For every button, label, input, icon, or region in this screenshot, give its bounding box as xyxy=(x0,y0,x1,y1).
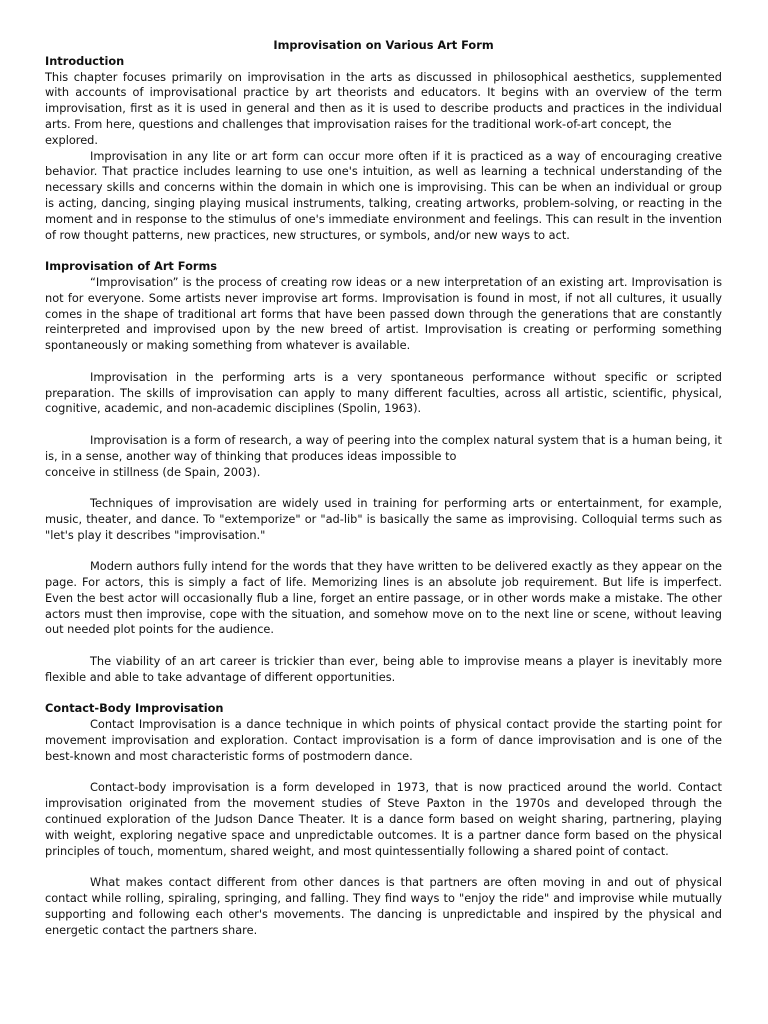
art-forms-paragraph-1: “Improvisation” is the process of creating row ideas or a new interpretation of an existing art. Improvisation is not for everyone. Some artists never improvise art forms. Improvisation is found in most, if not all cultures, it usually comes in the shape of traditional art forms that have been passed down through the generations that are constantly reinterpreted and improvised upon by the new breed of artist. Improvisation is creating or performing something spontaneously or making something from whatever is available. xyxy=(45,274,722,353)
intro-paragraph-1: This chapter focuses primarily on improvisation in the arts as discussed in philosophical aesthetics, supplemented with accounts of improvisational practice by art theorists and educators. It begins with an overview of the term improvisation, first as it is used in general and then as it is used to describe products and practices in the individual arts. From here, questions and challenges that improvisation raises for the traditional work-of-art concept, the xyxy=(45,69,722,131)
art-forms-paragraph-6: The viability of an art career is trickier than ever, being able to improvise means a player is inevitably more flexible and able to take advantage of different opportunities. xyxy=(45,654,722,684)
spacer xyxy=(45,480,722,496)
spacer xyxy=(45,243,722,259)
art-forms-paragraph-4: Techniques of improvisation are widely used in training for performing arts or entertainment, for example, music, theater, and dance. To "extemporize" or "ad-lib" is basically the same as improvising. Colloquial terms such as "let's play it describes "improvisation." xyxy=(45,496,722,542)
art-forms-paragraph-3-tail: conceive in stillness (de Spain, 2003). xyxy=(45,464,261,479)
spacer xyxy=(45,417,722,433)
heading-contact-body: Contact-Body Improvisation xyxy=(45,701,224,716)
spacer xyxy=(45,765,722,781)
spacer xyxy=(45,544,722,560)
contact-paragraph-3: What makes contact different from other dances is that partners are often moving in and out of physical contact while rolling, spiraling, springing, and falling. They find ways to "enjoy the ride" and improvise while mutually supporting and following each other's movements. The dancing is unpredictable and inspired by the physical and energetic contact the partners share. xyxy=(45,875,722,937)
contact-paragraph-1: Contact Improvisation is a dance technique in which points of physical contact provide the starting point for movement improvisation and exploration. Contact improvisation is a form of dance improvisation and is one of the best-known and most characteristic forms of postmodern dance. xyxy=(45,717,722,763)
heading-introduction: Introduction xyxy=(45,53,125,68)
document-title: Improvisation on Various Art Form xyxy=(273,38,494,52)
art-forms-paragraph-2: Improvisation in the performing arts is a very spontaneous performance without specific or scripted preparation. The skills of improvisation can apply to many different faculties, across all artistic, scientific, physical, cognitive, academic, and non-academic disciplines (Spolin, 1963). xyxy=(45,369,722,416)
intro-paragraph-1-tail: explored. xyxy=(45,132,98,147)
spacer xyxy=(45,686,722,702)
spacer xyxy=(45,354,722,370)
heading-art-forms: Improvisation of Art Forms xyxy=(45,259,218,274)
contact-paragraph-2: Contact-body improvisation is a form developed in 1973, that is now practiced around the world. Contact improvisation originated from the movement studies of Steve Paxton in the 1970s and developed through the continued exploration of the Judson Dance Theater. It is a dance form based on weight sharing, partnering, playing with weight, exploring negative space and unpredictable outcomes. It is a partner dance form based on the physical principles of touch, momentum, shared weight, and most quintessentially following a shared point of contact. xyxy=(45,780,722,858)
art-forms-paragraph-3: Improvisation is a form of research, a way of peering into the complex natural system that is a human being, it is, in a sense, another way of thinking that produces ideas impossible to xyxy=(45,432,722,463)
spacer xyxy=(45,638,722,654)
intro-paragraph-2: Improvisation in any lite or art form can occur more often if it is practiced as a way of encouraging creative behavior. That practice includes learning to use one's intuition, as well as learning a technical understanding of the necessary skills and concerns within the domain in which one is improvising. This can be when an individual or group is acting, dancing, singing playing musical instruments, talking, creating artworks, problem-solving, or reacting in the moment and in response to the stimulus of one's immediate environment and feelings. This can result in the invention of row thought patterns, new practices, new structures, or symbols, and/or new ways to act. xyxy=(45,148,722,242)
spacer xyxy=(45,859,722,875)
art-forms-paragraph-5: Modern authors fully intend for the words that they have written to be delivered exactly as they appear on the page. For actors, this is simply a fact of life. Memorizing lines is an absolute job requirement. But life is imperfect. Even the best actor will occasionally flub a line, forget an entire passage, or in other words make a mistake. The other actors must then improvise, cope with the situation, and somehow move on to the next line or scene, without leaving out needed plot points for the audience. xyxy=(45,559,722,637)
